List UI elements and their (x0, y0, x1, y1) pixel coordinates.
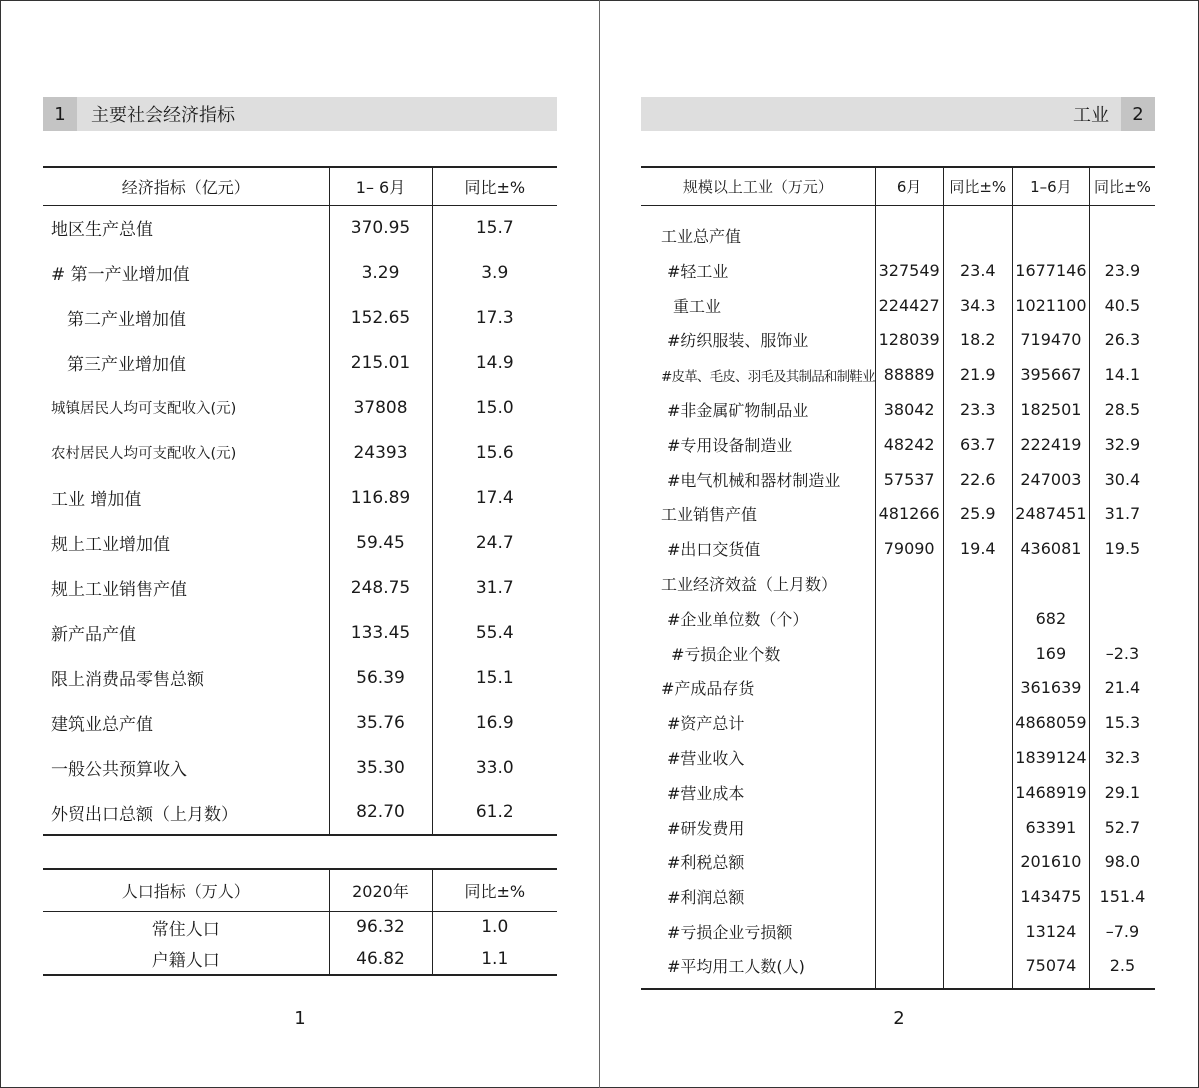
row-change: 15.1 (432, 655, 557, 700)
row-label: 外贸出口总额（上月数） (51, 804, 238, 825)
row-june-change: 63.7 (943, 427, 1012, 462)
row-ytd: 13124 (1012, 914, 1089, 949)
table-row (641, 845, 1155, 880)
row-ytd-change: 15.3 (1089, 705, 1155, 740)
column-header: 经济指标（亿元） (43, 167, 329, 205)
row-ytd: 247003 (1012, 462, 1089, 497)
row-june-change (943, 879, 1012, 914)
row-ytd: 436081 (1012, 531, 1089, 566)
row-change: 14.9 (432, 340, 557, 385)
row-ytd (1012, 205, 1089, 253)
row-ytd-change (1089, 205, 1155, 253)
row-june (875, 636, 943, 671)
row-label: #亏损企业亏损额 (667, 923, 793, 943)
table-header-row (43, 167, 557, 205)
row-ytd: 682 (1012, 601, 1089, 636)
row-june (875, 914, 943, 949)
row-label: #利润总额 (667, 888, 745, 908)
row-june (875, 949, 943, 989)
row-label: 建筑业总产值 (51, 715, 153, 735)
row-june (875, 671, 943, 706)
table-header-row (641, 167, 1155, 205)
row-ytd-change: 40.5 (1089, 288, 1155, 323)
table-row (43, 943, 557, 975)
row-value: 215.01 (329, 340, 432, 385)
row-june-change: 18.2 (943, 323, 1012, 358)
row-label: #非金属矿物制品业 (667, 401, 809, 421)
table-row (641, 914, 1155, 949)
row-june: 88889 (875, 357, 943, 392)
row-ytd-change: –2.3 (1089, 636, 1155, 671)
row-label: 一般公共预算收入 (51, 760, 187, 780)
row-change: 17.4 (432, 475, 557, 520)
population-indicators-table (43, 868, 557, 976)
row-change: 24.7 (432, 520, 557, 565)
row-ytd-change: 26.3 (1089, 323, 1155, 358)
table-row (641, 357, 1155, 392)
table-row (43, 655, 557, 700)
left-section-header (43, 97, 557, 131)
row-ytd: 1839124 (1012, 740, 1089, 775)
row-june (875, 810, 943, 845)
row-ytd-change: 52.7 (1089, 810, 1155, 845)
row-june-change (943, 705, 1012, 740)
row-label: #营业成本 (667, 783, 745, 803)
row-label: 工业总产值 (661, 226, 742, 246)
row-june-change (943, 636, 1012, 671)
table-row (43, 295, 557, 340)
row-label: #产成品存货 (661, 679, 755, 699)
table-row (641, 949, 1155, 989)
table-row (43, 610, 557, 655)
row-june (875, 845, 943, 880)
row-label: #皮革、毛皮、羽毛及其制品和制鞋业 (661, 368, 875, 385)
row-june: 57537 (875, 462, 943, 497)
row-value: 37808 (329, 385, 432, 430)
row-value: 116.89 (329, 475, 432, 520)
row-june: 48242 (875, 427, 943, 462)
row-june-change: 25.9 (943, 497, 1012, 532)
row-value: 24393 (329, 430, 432, 475)
row-june (875, 705, 943, 740)
row-june-change (943, 566, 1012, 601)
table-row (43, 205, 557, 250)
page-fold-divider (599, 0, 600, 1088)
column-header: 2020年 (329, 869, 432, 911)
row-june (875, 205, 943, 253)
row-ytd-change: 23.9 (1089, 253, 1155, 288)
table-row (43, 340, 557, 385)
table-row (641, 636, 1155, 671)
row-change: 15.0 (432, 385, 557, 430)
row-june-change: 21.9 (943, 357, 1012, 392)
row-ytd: 1468919 (1012, 775, 1089, 810)
row-june-change: 23.4 (943, 253, 1012, 288)
row-june: 327549 (875, 253, 943, 288)
column-header: 同比±% (1089, 167, 1155, 205)
table-row (641, 462, 1155, 497)
table-row (641, 205, 1155, 253)
row-june (875, 879, 943, 914)
row-label: 规上工业增加值 (51, 535, 170, 555)
row-june-change (943, 914, 1012, 949)
row-ytd-change: 28.5 (1089, 392, 1155, 427)
row-june (875, 601, 943, 636)
left-section-title: 主要社会经济指标 (91, 105, 235, 126)
row-change: 61.2 (432, 790, 557, 835)
table-row (641, 323, 1155, 358)
row-label: #利税总额 (667, 853, 745, 873)
row-label: 重工业 (673, 296, 722, 316)
column-header: 同比±% (432, 167, 557, 205)
row-value: 35.76 (329, 700, 432, 745)
row-label: 工业 增加值 (51, 490, 142, 510)
row-value: 3.29 (329, 250, 432, 295)
row-label: 限上消费品零售总额 (51, 670, 204, 690)
row-value: 56.39 (329, 655, 432, 700)
row-ytd: 719470 (1012, 323, 1089, 358)
row-value: 133.45 (329, 610, 432, 655)
row-ytd-change: 98.0 (1089, 845, 1155, 880)
row-label: #轻工业 (667, 261, 729, 281)
row-change: 55.4 (432, 610, 557, 655)
row-label: #电气机械和器材制造业 (667, 470, 841, 490)
table-header-row (43, 869, 557, 911)
table-row (641, 427, 1155, 462)
row-ytd-change: 30.4 (1089, 462, 1155, 497)
row-value: 59.45 (329, 520, 432, 565)
table-row (43, 250, 557, 295)
table-row (641, 531, 1155, 566)
row-june-change (943, 775, 1012, 810)
row-label: 规上工业销售产值 (51, 580, 187, 600)
table-row (43, 700, 557, 745)
row-change: 16.9 (432, 700, 557, 745)
row-label: 新产品产值 (51, 625, 136, 645)
row-label: 地区生产总值 (51, 220, 153, 241)
table-row (43, 430, 557, 475)
row-change: 17.3 (432, 295, 557, 340)
table-row (43, 745, 557, 790)
row-ytd-change: 29.1 (1089, 775, 1155, 810)
row-ytd: 63391 (1012, 810, 1089, 845)
row-label: # 第一产业增加值 (51, 265, 190, 285)
table-row (641, 253, 1155, 288)
table-row (641, 601, 1155, 636)
row-june-change: 22.6 (943, 462, 1012, 497)
row-june-change (943, 949, 1012, 989)
row-label: #纺织服装、服饰业 (667, 331, 809, 351)
column-header: 同比±% (432, 869, 557, 911)
row-change: 1.1 (432, 943, 557, 975)
row-ytd: 169 (1012, 636, 1089, 671)
row-june-change (943, 810, 1012, 845)
row-label: #亏损企业个数 (671, 644, 781, 664)
row-june-change: 34.3 (943, 288, 1012, 323)
row-ytd-change (1089, 566, 1155, 601)
row-ytd: 201610 (1012, 845, 1089, 880)
row-ytd: 4868059 (1012, 705, 1089, 740)
row-change: 33.0 (432, 745, 557, 790)
row-ytd: 1677146 (1012, 253, 1089, 288)
row-value: 82.70 (329, 790, 432, 835)
row-ytd-change: 151.4 (1089, 879, 1155, 914)
row-june-change: 19.4 (943, 531, 1012, 566)
row-label: 第二产业增加值 (67, 310, 186, 330)
row-ytd: 222419 (1012, 427, 1089, 462)
table-row (641, 775, 1155, 810)
row-ytd-change: –7.9 (1089, 914, 1155, 949)
column-header: 6月 (875, 167, 943, 205)
row-ytd-change (1089, 601, 1155, 636)
row-value: 46.82 (329, 943, 432, 975)
column-header: 同比±% (943, 167, 1012, 205)
row-value: 35.30 (329, 745, 432, 790)
table-row (641, 671, 1155, 706)
row-ytd: 1021100 (1012, 288, 1089, 323)
industry-table (641, 166, 1155, 990)
column-header: 1– 6月 (329, 167, 432, 205)
table-row (641, 740, 1155, 775)
row-label: 第三产业增加值 (67, 355, 186, 375)
row-ytd-change: 19.5 (1089, 531, 1155, 566)
row-ytd-change: 31.7 (1089, 497, 1155, 532)
column-header: 1–6月 (1012, 167, 1089, 205)
row-change: 31.7 (432, 565, 557, 610)
table-row (641, 810, 1155, 845)
row-ytd-change: 32.3 (1089, 740, 1155, 775)
row-ytd: 182501 (1012, 392, 1089, 427)
row-ytd: 361639 (1012, 671, 1089, 706)
row-label: #专用设备制造业 (667, 435, 793, 455)
row-ytd-change: 32.9 (1089, 427, 1155, 462)
table-row (641, 566, 1155, 601)
row-ytd (1012, 566, 1089, 601)
table-row (641, 879, 1155, 914)
row-value: 248.75 (329, 565, 432, 610)
table-row (641, 705, 1155, 740)
economic-indicators-table (43, 166, 557, 836)
table-row (43, 565, 557, 610)
table-row (43, 520, 557, 565)
row-label: #资产总计 (667, 714, 745, 734)
row-june-change: 23.3 (943, 392, 1012, 427)
row-label: 户籍人口 (151, 951, 220, 971)
row-june (875, 775, 943, 810)
row-june-change (943, 205, 1012, 253)
row-june: 38042 (875, 392, 943, 427)
column-header: 人口指标（万人） (43, 869, 329, 911)
table-row (43, 475, 557, 520)
row-label: 农村居民人均可支配收入(元) (51, 446, 237, 462)
row-june (875, 740, 943, 775)
row-value: 370.95 (329, 205, 432, 250)
row-label: 城镇居民人均可支配收入(元) (51, 401, 237, 417)
row-label: #营业收入 (667, 749, 745, 769)
row-change: 1.0 (432, 911, 557, 943)
row-june-change (943, 740, 1012, 775)
row-june (875, 566, 943, 601)
row-june: 481266 (875, 497, 943, 532)
right-section-header (641, 97, 1155, 131)
table-row (641, 392, 1155, 427)
table-row (641, 497, 1155, 532)
row-june: 224427 (875, 288, 943, 323)
row-ytd: 75074 (1012, 949, 1089, 989)
right-section-number: 2 (1121, 97, 1155, 131)
row-label: 工业销售产值 (661, 505, 758, 525)
page-number-left: 1 (294, 1008, 306, 1029)
row-june-change (943, 845, 1012, 880)
row-june-change (943, 601, 1012, 636)
row-label: #企业单位数（个） (667, 609, 809, 629)
row-change: 3.9 (432, 250, 557, 295)
row-ytd-change: 14.1 (1089, 357, 1155, 392)
row-label: #平均用工人数(人) (667, 956, 805, 976)
row-june: 128039 (875, 323, 943, 358)
row-label: 常住人口 (151, 919, 220, 940)
table-row (641, 288, 1155, 323)
row-change: 15.6 (432, 430, 557, 475)
row-ytd-change: 2.5 (1089, 949, 1155, 989)
row-ytd: 143475 (1012, 879, 1089, 914)
row-value: 96.32 (329, 911, 432, 943)
table-row (43, 911, 557, 943)
table-row (43, 790, 557, 835)
row-label: #出口交货值 (667, 540, 761, 560)
right-section-title: 工业 (1073, 105, 1109, 126)
table-row (43, 385, 557, 430)
row-ytd: 2487451 (1012, 497, 1089, 532)
row-value: 152.65 (329, 295, 432, 340)
row-june-change (943, 671, 1012, 706)
row-label: #研发费用 (667, 818, 745, 838)
left-section-number: 1 (43, 97, 77, 131)
page-number-right: 2 (893, 1008, 905, 1029)
column-header: 规模以上工业（万元） (641, 167, 875, 205)
row-ytd: 395667 (1012, 357, 1089, 392)
row-change: 15.7 (432, 205, 557, 250)
row-ytd-change: 21.4 (1089, 671, 1155, 706)
row-june: 79090 (875, 531, 943, 566)
row-label: 工业经济效益（上月数） (661, 575, 838, 595)
